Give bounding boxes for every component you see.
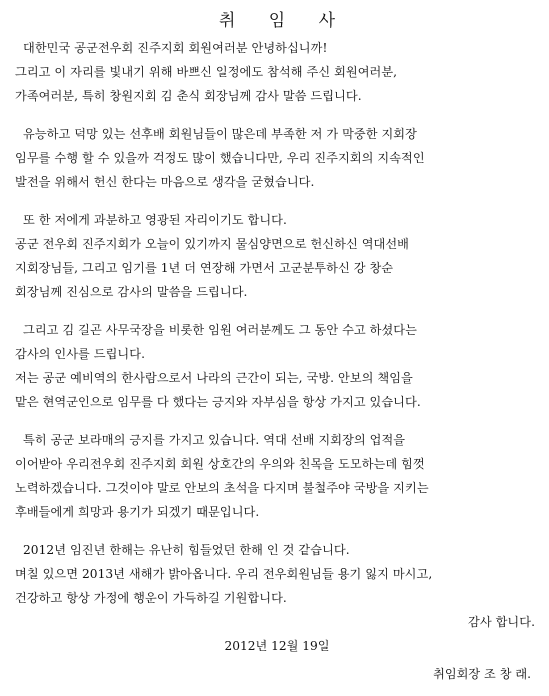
text-line: 대한민국 공군전우회 진주지회 회원여러분 안녕하십니까! [23,41,328,55]
text-line: 가족여러분, 특히 창원지회 김 춘식 회장님께 감사 말씀 드립니다. [15,89,362,103]
text-line: 지회장님들, 그리고 임기를 1년 더 연장해 가면서 고군분투하신 강 창순 [15,261,394,275]
closing-text: 감사 합니다. [468,615,535,629]
text-line: 임무를 수행 할 수 있을까 걱정도 많이 했습니다만, 우리 진주지회의 지속적인 [15,151,425,165]
text-line: 저는 공군 예비역의 한사람으로서 나라의 근간이 되는, 국방. 안보의 책임을 [15,371,413,385]
paragraph-greeting [15,36,539,108]
paragraph-pledge [15,428,539,524]
text-line: 특히 공군 보라매의 긍지를 가지고 있습니다. 역대 선배 지회장의 업적을 [23,433,406,447]
text-line: 발전을 위해서 헌신 한다는 마음으로 생각을 굳혔습니다. [15,175,315,189]
text-line: 건강하고 항상 가정에 행운이 가득하길 기원합니다. [15,591,287,605]
text-line: 맡은 현역군인으로 임무를 다 했다는 긍지와 자부심을 항상 가지고 있습니다. [15,395,421,409]
text-line: 그리고 김 길곤 사무국장을 비롯한 임원 여러분께도 그 동안 수고 하셨다는 [23,323,417,337]
text-line: 회장님께 진심으로 감사의 말씀을 드립니다. [15,285,248,299]
text-line: 유능하고 덕망 있는 선후배 회원님들이 많은데 부족한 저 가 막중한 지회장 [23,127,417,141]
text-line: 후배들에게 희망과 용기가 되겠기 때문입니다. [15,505,260,519]
paragraph-thanks-staff [15,318,539,414]
text-line: 노력하겠습니다. 그것이야 말로 안보의 초석을 다지며 불철주야 국방을 지키는 [15,481,429,495]
text-line: 그리고 이 자리를 빛내기 위해 바쁘신 일정에도 참석해 주신 회원여러분, [15,65,398,79]
text-line: 2012년 임진년 한해는 유난히 힘들었던 한해 인 것 같습니다. [23,543,350,557]
text-line: 감사의 인사를 드립니다. [15,347,146,361]
document-date: 2012년 12월 19일 [224,639,330,653]
text-line: 이어받아 우리전우회 진주지회 회원 상호간의 우의와 친목을 도모하는데 힘껏 [15,457,425,471]
paragraph-new-year [15,538,539,634]
signature: 취임회장 조 창 래. [433,667,531,681]
document-title: 취 임 사 [218,11,350,31]
text-line: 공군 전우회 진주지회가 오늘이 있기까지 물심양면으로 헌신하신 역대선배 [15,237,409,251]
text-line: 며칠 있으면 2013년 새해가 밝아옵니다. 우리 전우회원님들 용기 잃지 마시고, [15,567,433,581]
paragraph-thanks-predecessors [15,208,539,304]
text-line: 또 한 저에게 과분하고 영광된 자리이기도 합니다. [23,213,287,227]
paragraph-resolve [15,122,539,194]
